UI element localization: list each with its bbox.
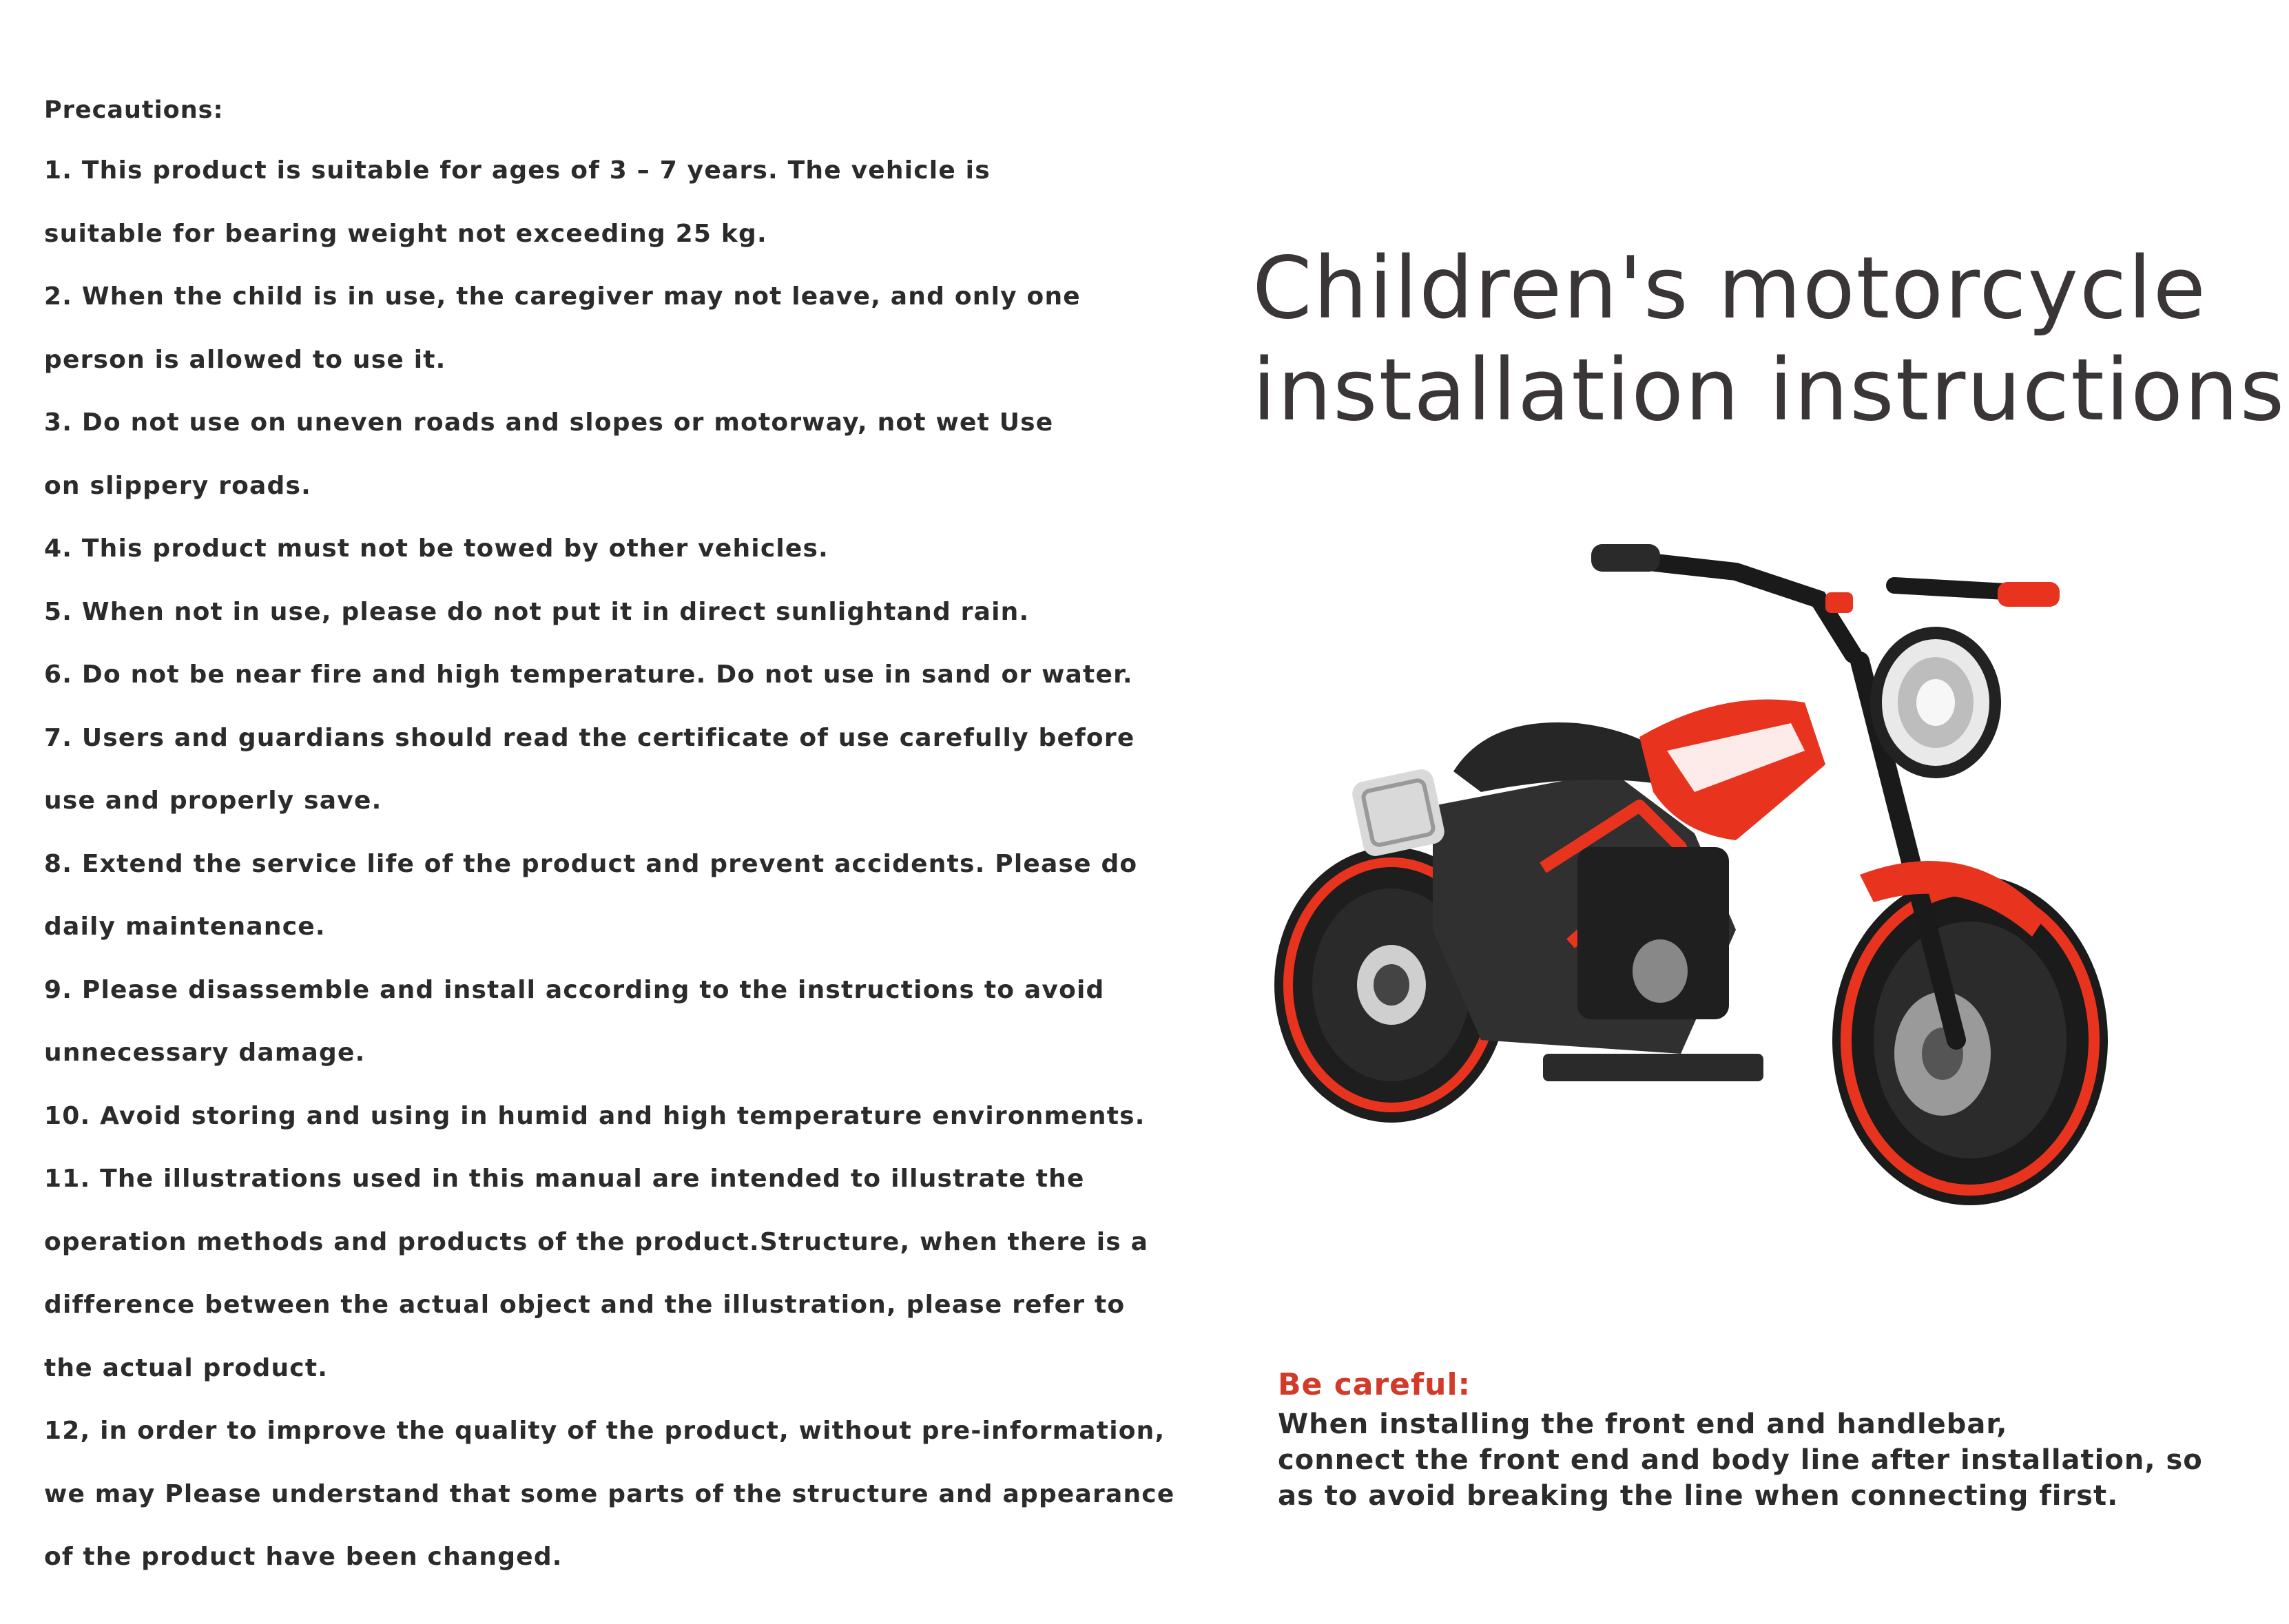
precaution-line: use and properly save. xyxy=(44,787,382,815)
precaution-line: operation methods and products of the product.Structure, when there is a xyxy=(44,1227,1149,1256)
precaution-line: 2. When the child is in use, the caregiver may not leave, and only one xyxy=(44,282,1081,311)
precaution-line: on slippery roads. xyxy=(44,471,311,500)
precaution-line: 11. The illustrations used in this manual are intended to illustrate the xyxy=(44,1165,1085,1193)
precaution-line: of the product have been changed. xyxy=(44,1543,563,1571)
precaution-line: daily maintenance. xyxy=(44,913,326,941)
precaution-line: suitable for bearing weight not exceeding 25 kg. xyxy=(44,219,767,248)
motorcycle-illustration xyxy=(1254,544,2135,1274)
title-line-2: installation instructions xyxy=(1252,341,2286,440)
precaution-line: unnecessary damage. xyxy=(44,1039,366,1067)
careful-line: connect the front end and body line after installation, so xyxy=(1278,1444,2203,1476)
footboard xyxy=(1543,1054,1763,1081)
handlebar xyxy=(1591,544,2060,654)
precaution-line: 7. Users and guardians should read the certificate of use carefully before xyxy=(44,723,1135,752)
precaution-line: difference between the actual object and the illustration, please refer to xyxy=(44,1291,1126,1319)
front-wheel xyxy=(1832,875,2108,1205)
precaution-line: 8. Extend the service life of the product and prevent accidents. Please do xyxy=(44,849,1138,878)
careful-line: When installing the front end and handlebar, xyxy=(1278,1408,2008,1440)
precaution-line: 1. This product is suitable for ages of 3 – 7 years. The vehicle is xyxy=(44,156,991,185)
precaution-line: 3. Do not use on uneven roads and slopes or motorway, not wet Use xyxy=(44,408,1054,437)
precaution-line: person is allowed to use it. xyxy=(44,345,446,374)
headlight xyxy=(1870,627,2001,778)
title-line-1: Children's motorcycle xyxy=(1252,239,2207,338)
precaution-line: 4. This product must not be towed by other vehicles. xyxy=(44,534,829,563)
precaution-line: 10. Avoid storing and using in humid and high temperature environments. xyxy=(44,1101,1146,1130)
precaution-line: 5. When not in use, please do not put it in direct sunlightand rain. xyxy=(44,597,1030,626)
page-title xyxy=(1252,238,2286,441)
exhaust-pipe xyxy=(1350,767,1447,859)
careful-note xyxy=(1278,1367,2242,1514)
precaution-line: 6. Do not be near fire and high temperature. Do not use in sand or water. xyxy=(44,660,1133,689)
precaution-line: 9. Please disassemble and install according to the instructions to avoid xyxy=(44,975,1105,1004)
precaution-line: the actual product. xyxy=(44,1353,329,1382)
precaution-line: we may Please understand that some parts of the structure and appearance xyxy=(44,1479,1175,1508)
precaution-line: 12, in order to improve the quality of the product, without pre-information, xyxy=(44,1417,1166,1445)
careful-line: as to avoid breaking the line when connecting first. xyxy=(1278,1480,2119,1512)
precautions-section xyxy=(44,96,1175,1600)
careful-heading: Be careful: xyxy=(1278,1367,1471,1402)
precautions-heading: Precautions: xyxy=(44,96,224,124)
